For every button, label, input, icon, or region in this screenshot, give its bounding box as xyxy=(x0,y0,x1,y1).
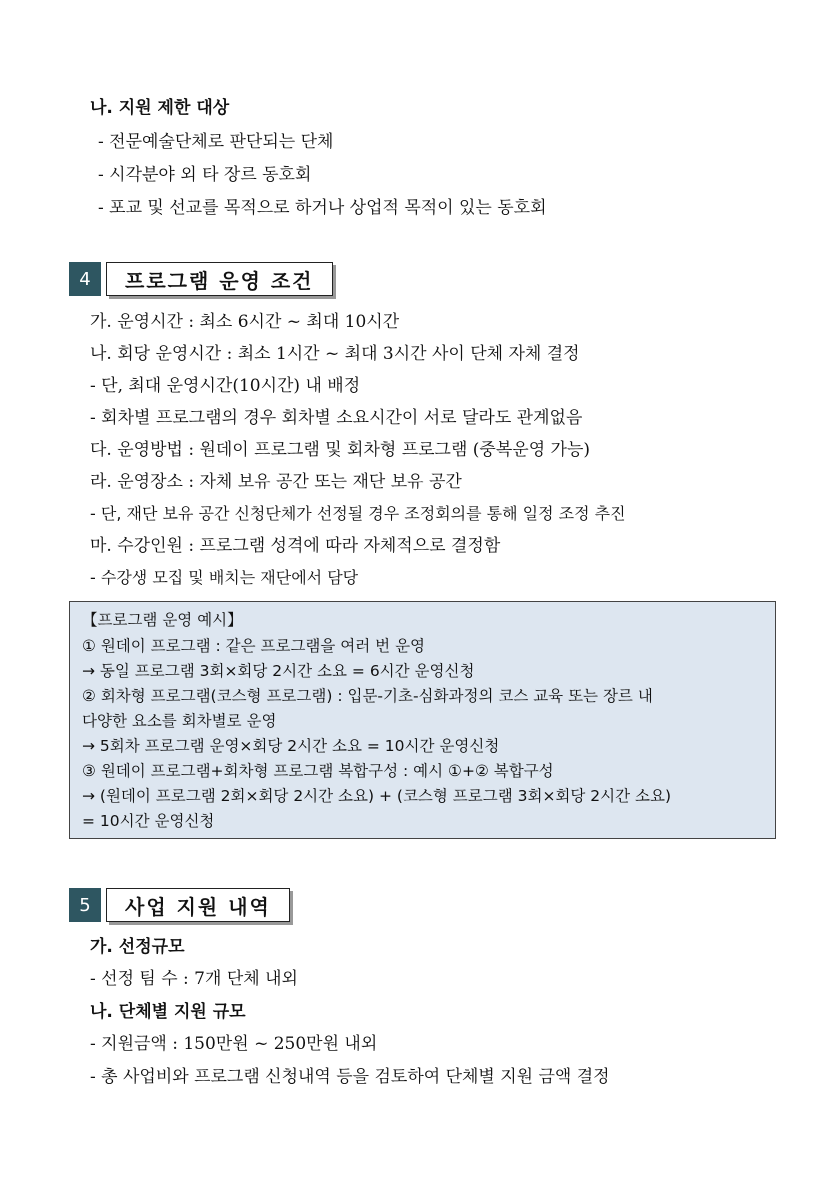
example-line: = 10시간 운영신청 xyxy=(82,812,215,830)
condition-line: 마. 수강인원 : 프로그램 성격에 따라 자체적으로 결정함 xyxy=(90,536,501,556)
condition-line: 나. 회당 운영시간 : 최소 1시간 ~ 최대 3시간 사이 단체 자체 결정 xyxy=(90,344,580,364)
restriction-item: - 포교 및 선교를 목적으로 하거나 상업적 목적이 있는 동호회 xyxy=(98,198,547,218)
example-box xyxy=(69,601,776,839)
section-number-badge: 5 xyxy=(69,888,101,922)
example-line: ① 원데이 프로그램 : 같은 프로그램을 여러 번 운영 xyxy=(82,637,426,655)
example-line: → (원데이 프로그램 2회×회당 2시간 소요) + (코스형 프로그램 3회×회당 2시간 소요) xyxy=(82,787,672,805)
condition-line: - 회차별 프로그램의 경우 회차별 소요시간이 서로 달라도 관계없음 xyxy=(90,408,583,428)
section-title: 사업 지원 내역 xyxy=(106,888,290,922)
condition-line: - 단, 최대 운영시간(10시간) 내 배정 xyxy=(90,376,361,396)
section-title: 프로그램 운영 조건 xyxy=(106,262,333,296)
example-title: 【프로그램 운영 예시】 xyxy=(82,611,243,629)
subsection-title: 나. 단체별 지원 규모 xyxy=(90,1002,246,1022)
subsection-title-restrictions: 나. 지원 제한 대상 xyxy=(90,98,230,118)
condition-line: 다. 운영방법 : 원데이 프로그램 및 회차형 프로그램 (중복운영 가능) xyxy=(90,440,591,460)
example-line: 다양한 요소를 회차별로 운영 xyxy=(82,712,277,730)
subsection-title: 가. 선정규모 xyxy=(90,937,185,957)
support-line: - 지원금액 : 150만원 ~ 250만원 내외 xyxy=(90,1034,378,1054)
example-line: ③ 원데이 프로그램+회차형 프로그램 복합구성 : 예시 ①+② 복합구성 xyxy=(82,762,554,780)
section-number-badge: 4 xyxy=(69,262,101,296)
support-line: - 총 사업비와 프로그램 신청내역 등을 검토하여 단체별 지원 금액 결정 xyxy=(90,1067,610,1087)
restriction-item: - 시각분야 외 타 장르 동호회 xyxy=(98,165,312,185)
example-line: → 동일 프로그램 3회×회당 2시간 소요 = 6시간 운영신청 xyxy=(82,662,475,680)
condition-line: - 단, 재단 보유 공간 신청단체가 선정될 경우 조정회의를 통해 일정 조정 추진 xyxy=(90,504,626,523)
condition-line: 가. 운영시간 : 최소 6시간 ~ 최대 10시간 xyxy=(90,312,400,332)
section-5-header xyxy=(69,888,290,922)
restriction-item: - 전문예술단체로 판단되는 단체 xyxy=(98,132,334,152)
section-4-header xyxy=(69,262,333,296)
support-line: - 선정 팀 수 : 7개 단체 내외 xyxy=(90,969,298,989)
condition-line: 라. 운영장소 : 자체 보유 공간 또는 재단 보유 공간 xyxy=(90,472,462,492)
condition-line: - 수강생 모집 및 배치는 재단에서 담당 xyxy=(90,568,359,587)
example-line: → 5회차 프로그램 운영×회당 2시간 소요 = 10시간 운영신청 xyxy=(82,737,500,755)
example-line: ② 회차형 프로그램(코스형 프로그램) : 입문-기초-심화과정의 코스 교육 또는 장르 내 xyxy=(82,687,653,705)
